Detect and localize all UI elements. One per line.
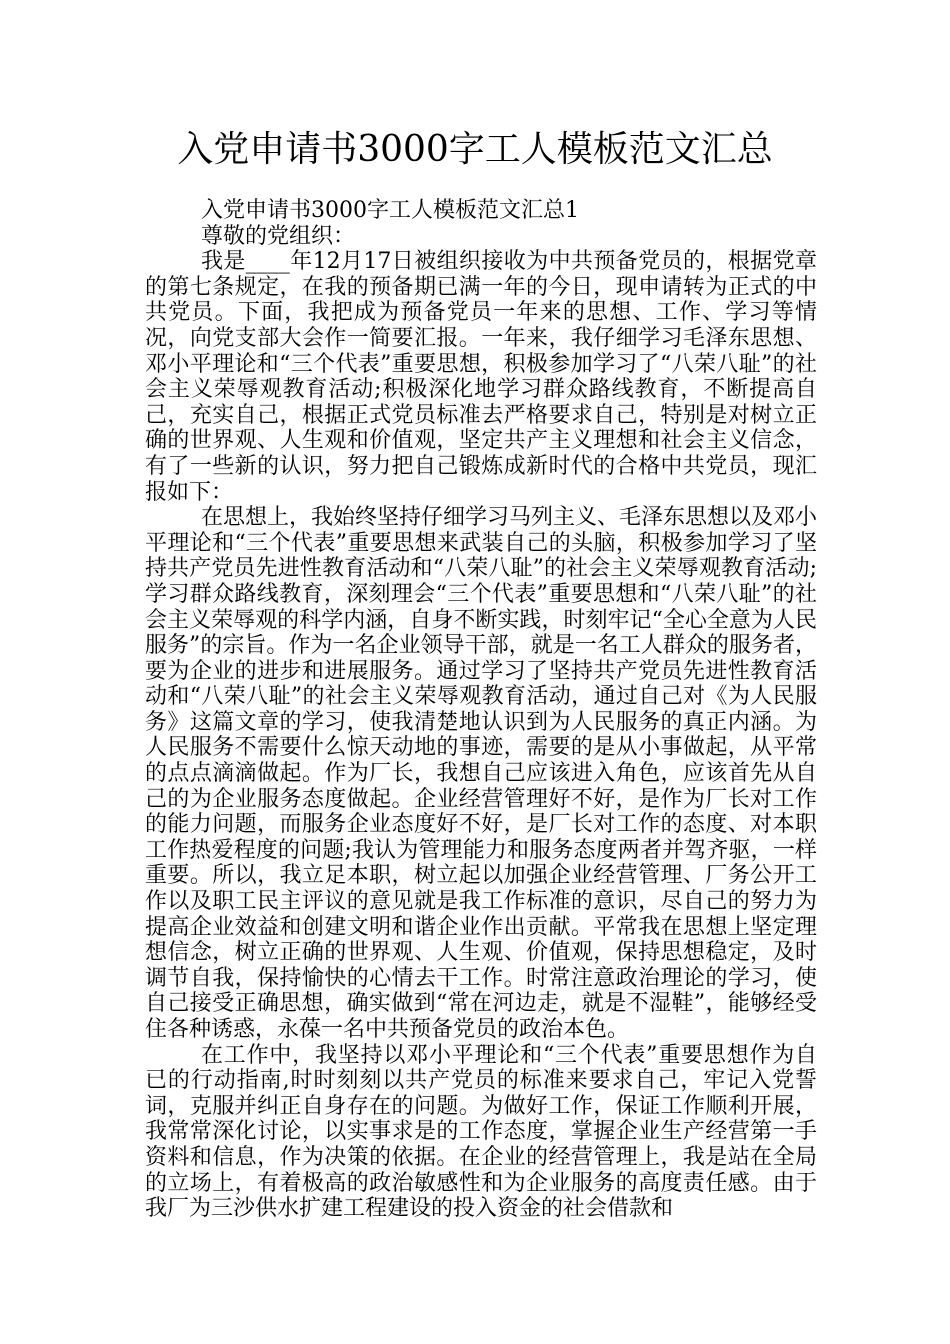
salutation: 尊敬的党组织：: [201, 223, 356, 249]
paragraph-intro: 我是____年12月17日被组织接收为中共预备党员的，根据党章的第七条规定，在我的预备期已满一年的今日，现申请转为正式的中共党员。下面，我把成为预备党员一年来的思想、工作、学习等情况，向党支部大会作一简要汇报。一年来，我仔细学习毛泽东思想、邓小平理论和“三个代表”重要思想，积极参加学习了“八荣八耻”的社会主义荣辱观教育活动;积极深化地学习群众路线教育，不断提高自己，充实自己，根据正式党员标准去严格要求自己，特别是对树立正确的世界观、人生观和价值观，坚定共产主义理想和社会主义信念，有了一些新的认识，努力把自己锻炼成新时代的合格中共党员，现汇报如下：: [145, 249, 817, 505]
section-heading: 入党申请书3000字工人模板范文汇总1: [201, 198, 579, 223]
paragraph-thought: 在思想上，我始终坚持仔细学习马列主义、毛泽东思想以及邓小平理论和“三个代表”重要思想来武装自己的头脑，积极参加学习了坚持共产党员先进性教育活动和“八荣八耻”的社会主义荣辱观教育活动;学习群众路线教育，深刻理会“三个代表”重要思想和“八荣八耻”的社会主义荣辱观的科学内涵，自身不断实践，时刻牢记“全心全意为人民服务”的宗旨。作为一名企业领导干部，就是一名工人群众的服务者，要为企业的进步和进展服务。通过学习了坚持共产党员先进性教育活动和“八荣八耻”的社会主义荣辱观教育活动，通过自己对《为人民服务》这篇文章的学习，使我清楚地认识到为人民服务的真正内涵。为人民服务不需要什么惊天动地的事迹，需要的是从小事做起，从平常的点点滴滴做起。作为厂长，我想自己应该进入角色，应该首先从自己的为企业服务态度做起。企业经营管理好不好，是作为厂长对工作的能力问题，而服务企业态度好不好，是厂长对工作的态度、对本职工作热爱程度的问题;我认为管理能力和服务态度两者并驾齐驱，一样重要。所以，我立足本职，树立起以加强企业经营管理、厂务公开工作以及职工民主评议的意见就是我工作标准的意识，尽自己的努力为提高企业效益和创建文明和谐企业作出贡献。平常我在思想上坚定理想信念，树立正确的世界观、人生观、价值观，保持思想稳定，及时调节自我，保持愉快的心情去干工作。时常注意政治理论的学习，使自己接受正确思想，确实做到“常在河边走，就是不湿鞋”，能够经受住各种诱惑，永葆一名中共预备党员的政治本色。: [145, 505, 818, 1042]
document-body: [145, 198, 817, 1222]
document-title: 入党申请书3000字工人模板范文汇总: [177, 129, 773, 170]
paragraph-work: 在工作中，我坚持以邓小平理论和“三个代表”重要思想作为自已的行动指南,时时刻刻以共产党员的标准来要求自己，牢记入党誓词，克服并纠正自身存在的问题。为做好工作，保证工作顺利开展，我常常深化讨论，以实事求是的工作态度，掌握企业生产经营第一手资料和信息，作为决策的依据。在企业的经营管理上，我是站在全局的立场上，有着极高的政治敏感性和为企业服务的高度责任感。由于我厂为三沙供水扩建工程建设的投入资金的社会借款和: [145, 1042, 817, 1222]
